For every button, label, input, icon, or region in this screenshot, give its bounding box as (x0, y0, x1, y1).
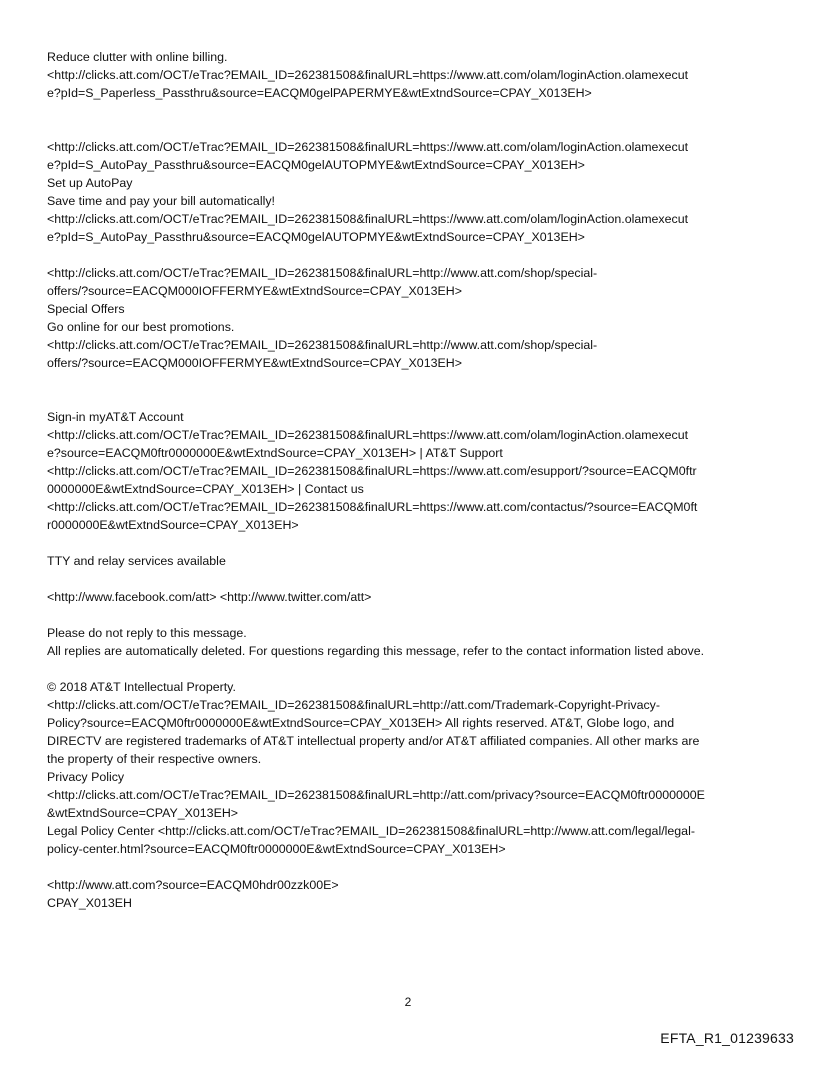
paperless-link-cont[interactable]: e?pId=S_Paperless_Passthru&source=EACQM0gelPAPERMYE&wtExtndSource=CPAY_X013EH> (47, 86, 592, 100)
privacy-link-cont[interactable]: &wtExtndSource=CPAY_X013EH> (47, 806, 239, 820)
support-link[interactable]: e?source=EACQM0ftr0000000E&wtExtndSource=CPAY_X013EH> | AT&T Support (47, 446, 503, 460)
autopay-link-2[interactable]: <http://clicks.att.com/OCT/eTrac?EMAIL_ID=262381508&finalURL=https://www.att.com/olam/loginAction.olamexecut (47, 212, 689, 226)
offers-link[interactable]: <http://clicks.att.com/OCT/eTrac?EMAIL_ID=262381508&finalURL=http://www.att.com/shop/special- (47, 266, 598, 280)
privacy-link[interactable]: <http://clicks.att.com/OCT/eTrac?EMAIL_ID=262381508&finalURL=http://att.com/privacy?source=EACQM0ftr0000000E (47, 788, 705, 802)
offers-link-2[interactable]: <http://clicks.att.com/OCT/eTrac?EMAIL_ID=262381508&finalURL=http://www.att.com/shop/special- (47, 338, 598, 352)
contact-link-end[interactable]: r0000000E&wtExtndSource=CPAY_X013EH> (47, 518, 299, 532)
campaign-code: CPAY_X013EH (47, 896, 132, 910)
autopay-title: Set up AutoPay (47, 176, 133, 190)
privacy-label: Privacy Policy (47, 770, 125, 784)
autopay-desc: Save time and pay your bill automatically! (47, 194, 275, 208)
tty-text: TTY and relay services available (47, 554, 226, 568)
page-number: 2 (404, 995, 412, 1009)
signin-link[interactable]: <http://clicks.att.com/OCT/eTrac?EMAIL_ID=262381508&finalURL=https://www.att.com/olam/loginAction.olamexecut (47, 428, 689, 442)
email-body (47, 48, 775, 912)
signin-label: Sign-in myAT&T Account (47, 410, 184, 424)
social-links[interactable]: <http://www.facebook.com/att> <http://www.twitter.com/att> (47, 590, 372, 604)
noreply-detail: All replies are automatically deleted. For questions regarding this message, refer to the contact information listed above. (47, 644, 705, 658)
contact-link[interactable]: 0000000E&wtExtndSource=CPAY_X013EH> | Contact us (47, 482, 364, 496)
legal-policy-link-cont[interactable]: policy-center.html?source=EACQM0ftr0000000E&wtExtndSource=CPAY_X013EH> (47, 842, 506, 856)
offers-title: Special Offers (47, 302, 125, 316)
autopay-link-cont[interactable]: e?pId=S_AutoPay_Passthru&source=EACQM0gelAUTOPMYE&wtExtndSource=CPAY_X013EH> (47, 158, 585, 172)
att-home-link[interactable]: <http://www.att.com?source=EACQM0hdr00zzk00E> (47, 878, 339, 892)
copyright-text: © 2018 AT&T Intellectual Property. (47, 680, 236, 694)
autopay-link-2-cont[interactable]: e?pId=S_AutoPay_Passthru&source=EACQM0gelAUTOPMYE&wtExtndSource=CPAY_X013EH> (47, 230, 585, 244)
offers-link-cont[interactable]: offers/?source=EACQM000IOFFERMYE&wtExtndSource=CPAY_X013EH> (47, 284, 462, 298)
noreply-text: Please do not reply to this message. (47, 626, 247, 640)
paperless-link[interactable]: <http://clicks.att.com/OCT/eTrac?EMAIL_ID=262381508&finalURL=https://www.att.com/olam/loginAction.olamexecut (47, 68, 689, 82)
trademark-text: DIRECTV are registered trademarks of AT&T intellectual property and/or AT&T affiliated companies. All other marks are (47, 734, 700, 748)
offers-link-2-cont[interactable]: offers/?source=EACQM000IOFFERMYE&wtExtndSource=CPAY_X013EH> (47, 356, 462, 370)
trademark-link-cont[interactable]: Policy?source=EACQM0ftr0000000E&wtExtndSource=CPAY_X013EH> All rights reserved. AT&T, Globe logo, and (47, 716, 675, 730)
offers-desc: Go online for our best promotions. (47, 320, 235, 334)
trademark-text-end: the property of their respective owners. (47, 752, 262, 766)
autopay-link[interactable]: <http://clicks.att.com/OCT/eTrac?EMAIL_ID=262381508&finalURL=https://www.att.com/olam/loginAction.olamexecut (47, 140, 689, 154)
legal-policy-link[interactable]: Legal Policy Center <http://clicks.att.com/OCT/eTrac?EMAIL_ID=262381508&finalURL=http://www.att.com/legal/legal- (47, 824, 695, 838)
trademark-link[interactable]: <http://clicks.att.com/OCT/eTrac?EMAIL_ID=262381508&finalURL=http://att.com/Trademark-Copyright-Privacy- (47, 698, 661, 712)
bates-stamp: EFTA_R1_01239633 (660, 1030, 794, 1046)
support-link-cont[interactable]: <http://clicks.att.com/OCT/eTrac?EMAIL_ID=262381508&finalURL=https://www.att.com/esupport/?source=EACQM0ftr (47, 464, 697, 478)
paperless-text: Reduce clutter with online billing. (47, 50, 228, 64)
contact-link-cont[interactable]: <http://clicks.att.com/OCT/eTrac?EMAIL_ID=262381508&finalURL=https://www.att.com/contactus/?source=EACQM0ft (47, 500, 698, 514)
